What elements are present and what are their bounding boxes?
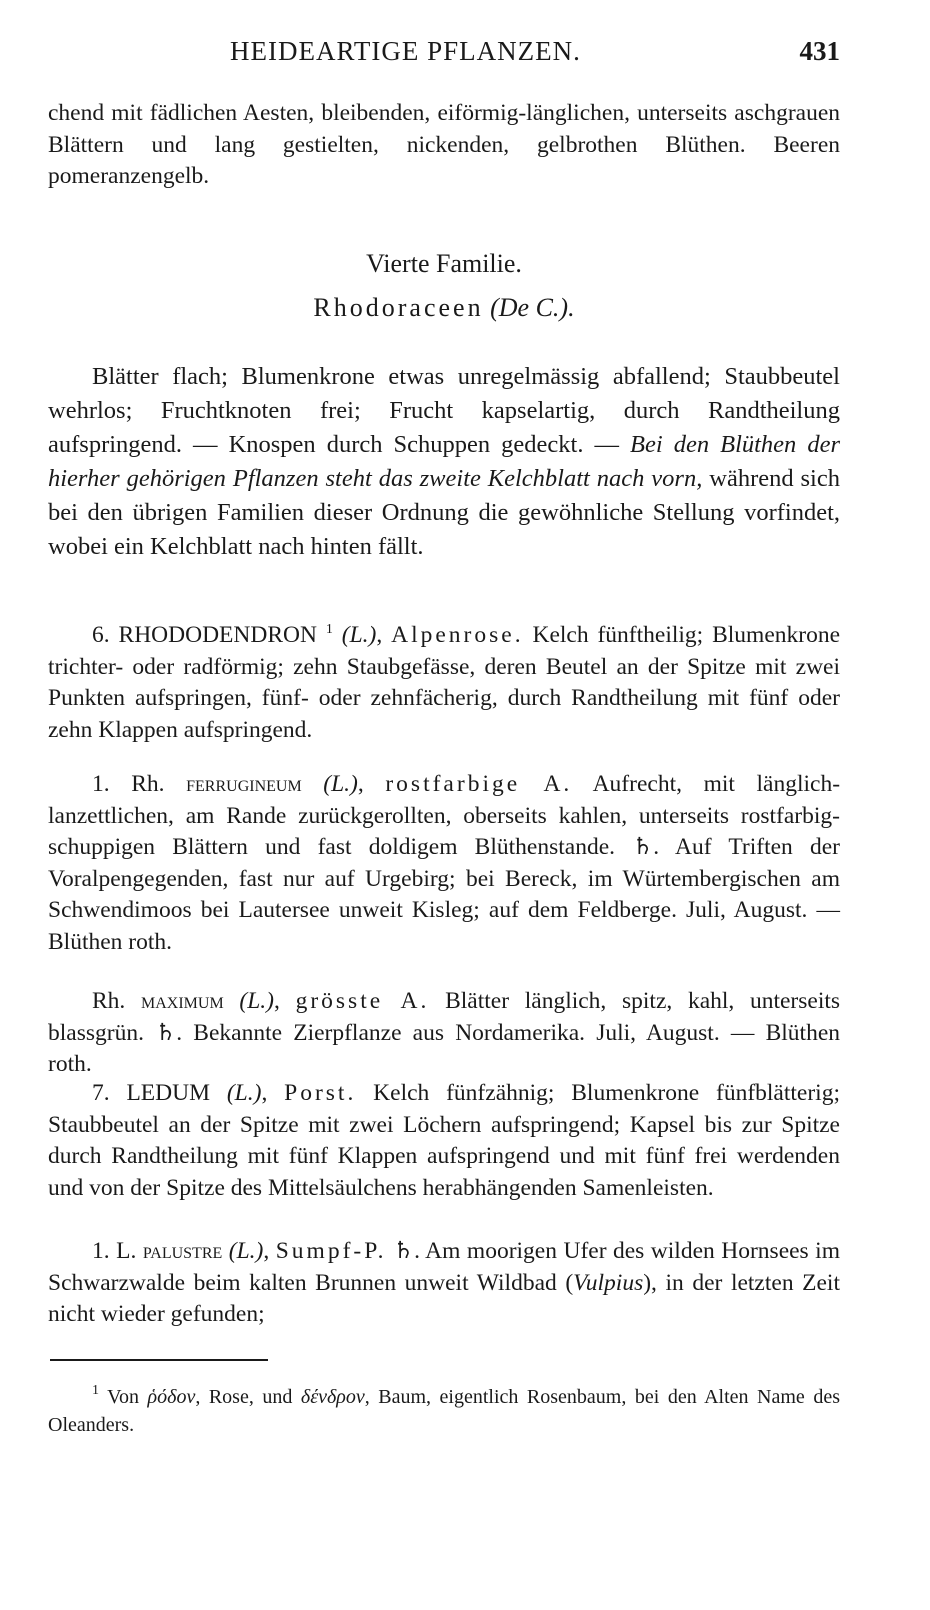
species-genus: L. bbox=[116, 1238, 137, 1264]
species-epithet: maximum bbox=[141, 988, 224, 1014]
species-author: (L.) bbox=[228, 1238, 264, 1264]
species-author: (L.) bbox=[239, 988, 274, 1014]
species-description-b: ), in der letzten Zeit nicht wieder gefunden; bbox=[48, 1269, 840, 1327]
species-number: 1. bbox=[92, 1238, 110, 1264]
species-number: 1. bbox=[92, 771, 110, 797]
family-description-text: Blätter flach; Blumenkrone etwas unregelmässig abfallend; Staubbeutel wehrlos; Fruchtknoten frei; Frucht kapselartig, durch Randtheilung aufspringend. — Knospen durch Schuppen gedeckt. — bbox=[48, 363, 840, 458]
greek-word-rhodon: ῥόδον bbox=[147, 1386, 196, 1408]
shrub-symbol-icon: ♄ bbox=[155, 1019, 177, 1046]
shrub-symbol-icon: ♄ bbox=[393, 1238, 415, 1264]
running-title: HEIDEARTIGE PFLANZEN. bbox=[230, 36, 581, 66]
genus-rhododendron: 6. RHODODENDRON $^1$ (L.), Alpenrose. Kelch fünftheilig; Blumenkrone trichter- oder radförmig; zehn Staubgefässe, deren Beutel an der Spitze mit zwei Punkten aufspringen, fünf- oder zehnfächerig, durch Randtheilung mit fünf oder zehn Klappen aufspringend. bbox=[48, 622, 841, 743]
species-description-a: Aufrecht, mit länglich-lanzettlichen, am Rande zurückgerollten, oberseits kahlen, unterseits rostfarbig-schuppigen Blättern und fast doldigem Blüthenstande. bbox=[48, 771, 841, 860]
species-description-a: Blätter länglich, spitz, kahl, unterseits blassgrün. bbox=[48, 988, 841, 1046]
species-epithet: palustre bbox=[142, 1238, 223, 1264]
species-palustre: 1. L. palustre (L.), Sumpf-P. ♄. Am moorigen Ufer des wilden Hornsees im Schwarzwalde beim kalten Brunnen unweit Wildbad (Vulpius), in der letzten Zeit nicht wieder gefunden; bbox=[48, 1238, 840, 1327]
species-common-name: Sumpf-P. bbox=[275, 1238, 387, 1264]
shrub-symbol-icon: ♄ bbox=[632, 834, 654, 860]
page-number: 431 bbox=[799, 36, 840, 66]
species-description-a: . Am moorigen Ufer des wilden Hornsees im Schwarzwalde beim kalten Brunnen unweit Wildbad ( bbox=[48, 1238, 840, 1296]
species-description-b: . Bekannte Zierpflanze aus Nordamerika. Juli, August. — Blüthen roth. bbox=[48, 1019, 840, 1077]
genus-ledum: 7. LEDUM (L.), Porst. Kelch fünfzähnig; Blumenkrone fünfblätterig; Staubbeutel an der Spitze mit zwei Löchern aufspringend; Kapsel bis zur Spitze durch Randtheilung mit fünf Klappen aufspringend und mit fünf frei werdenden und von der Spitze des Mittelsäulchens herabhängenden Samenleisten. bbox=[48, 1080, 840, 1201]
species-description-b: . Auf Triften der Voralpengegenden, fast nur auf Urgebirg; bei Bereck, im Würtembergischen am Schwendimoos bei Lautersee unweit Kisleg; auf dem Feldberge. Juli, August. — Blüthen roth. bbox=[48, 834, 841, 955]
family-heading: Vierte Familie. bbox=[366, 249, 522, 278]
greek-word-dendron: δένδρον bbox=[300, 1386, 365, 1408]
family-description-italic: Bei den Blüthen der hierher gehörigen Pflanzen steht das zweite Kelchblatt nach vorn, bbox=[48, 431, 840, 492]
family-author: (De C.). bbox=[490, 293, 575, 322]
footnote-reference: 1 bbox=[325, 622, 333, 637]
continuation-paragraph: chend mit fädlichen Aesten, bleibenden, eiförmig-länglichen, unterseits aschgrauen Blättern und lang gestielten, nickenden, gelbrothen Blüthen. Beeren pomeranzengelb. bbox=[48, 100, 840, 189]
species-epithet: ferrugineum bbox=[186, 771, 302, 797]
footnote bbox=[48, 1383, 840, 1439]
genus-name: LEDUM bbox=[126, 1080, 210, 1106]
footnote-marker: 1 bbox=[92, 1383, 99, 1398]
genus-name: RHODODENDRON bbox=[118, 622, 317, 648]
genus-number: 7. bbox=[92, 1080, 110, 1106]
genus-author: (L.) bbox=[341, 622, 377, 648]
footnote-text-c: , Baum, eigentlich Rosenbaum, bei den Alten Name des Oleanders. bbox=[48, 1386, 840, 1436]
genus-common-name: Porst. bbox=[284, 1080, 357, 1106]
genus-description: Kelch fünftheilig; Blumenkrone trichter- oder radförmig; zehn Staubgefässe, deren Beutel an der Spitze mit zwei Punkten aufspringen, fünf- oder zehnfächerig, durch Randtheilung mit fünf oder zehn Klappen aufspringend. bbox=[48, 622, 841, 743]
family-name: Rhodoraceen bbox=[313, 293, 484, 322]
family-description-rest: während sich bei den übrigen Familien dieser Ordnung die gewöhnliche Stellung vorfindet, wobei ein Kelchblatt nach hinten fällt. bbox=[48, 465, 840, 560]
family-title bbox=[48, 292, 840, 324]
genus-author: (L.) bbox=[226, 1080, 262, 1106]
species-genus: Rh. bbox=[131, 771, 165, 797]
genus-number: 6. bbox=[92, 622, 110, 648]
footnote-text-a: Von bbox=[99, 1386, 148, 1408]
species-author: (L.) bbox=[323, 771, 358, 797]
collector-name: Vulpius bbox=[573, 1269, 644, 1296]
footnote-text-b: , Rose, und bbox=[195, 1386, 301, 1408]
family-description bbox=[48, 360, 840, 564]
species-maximum: Rh. maximum (L.), grösste A. Blätter länglich, spitz, kahl, unterseits blassgrün. ♄. Bekannte Zierpflanze aus Nordamerika. Juli, August. — Blüthen roth. bbox=[48, 988, 841, 1077]
genus-common-name: Alpenrose. bbox=[391, 622, 524, 648]
footnote-divider bbox=[50, 1359, 268, 1361]
page-header bbox=[48, 30, 840, 70]
species-ferrugineum: 1. Rh. ferrugineum (L.), rostfarbige A. Aufrecht, mit länglich-lanzettlichen, am Rande zurückgerollten, oberseits kahlen, unterseits rostfarbig-schuppigen Blättern und fast doldigem Blüthenstande. ♄. Auf Triften der Voralpengegenden, fast nur auf Urgebirg; bei Bereck, im Würtembergischen am Schwendimoos bei Lautersee unweit Kisleg; auf dem Feldberge. Juli, August. — Blüthen roth. bbox=[48, 771, 841, 955]
species-common-name: grösste A. bbox=[295, 988, 430, 1014]
genus-description: Kelch fünfzähnig; Blumenkrone fünfblätterig; Staubbeutel an der Spitze mit zwei Löchern aufspringend; Kapsel bis zur Spitze durch Randtheilung mit fünf Klappen aufspringend und mit fünf frei werdenden und von der Spitze des Mittelsäulchens herabhängenden Samenleisten. bbox=[48, 1080, 840, 1201]
species-common-name: rostfarbige A. bbox=[385, 771, 573, 797]
species-genus: Rh. bbox=[92, 988, 126, 1014]
